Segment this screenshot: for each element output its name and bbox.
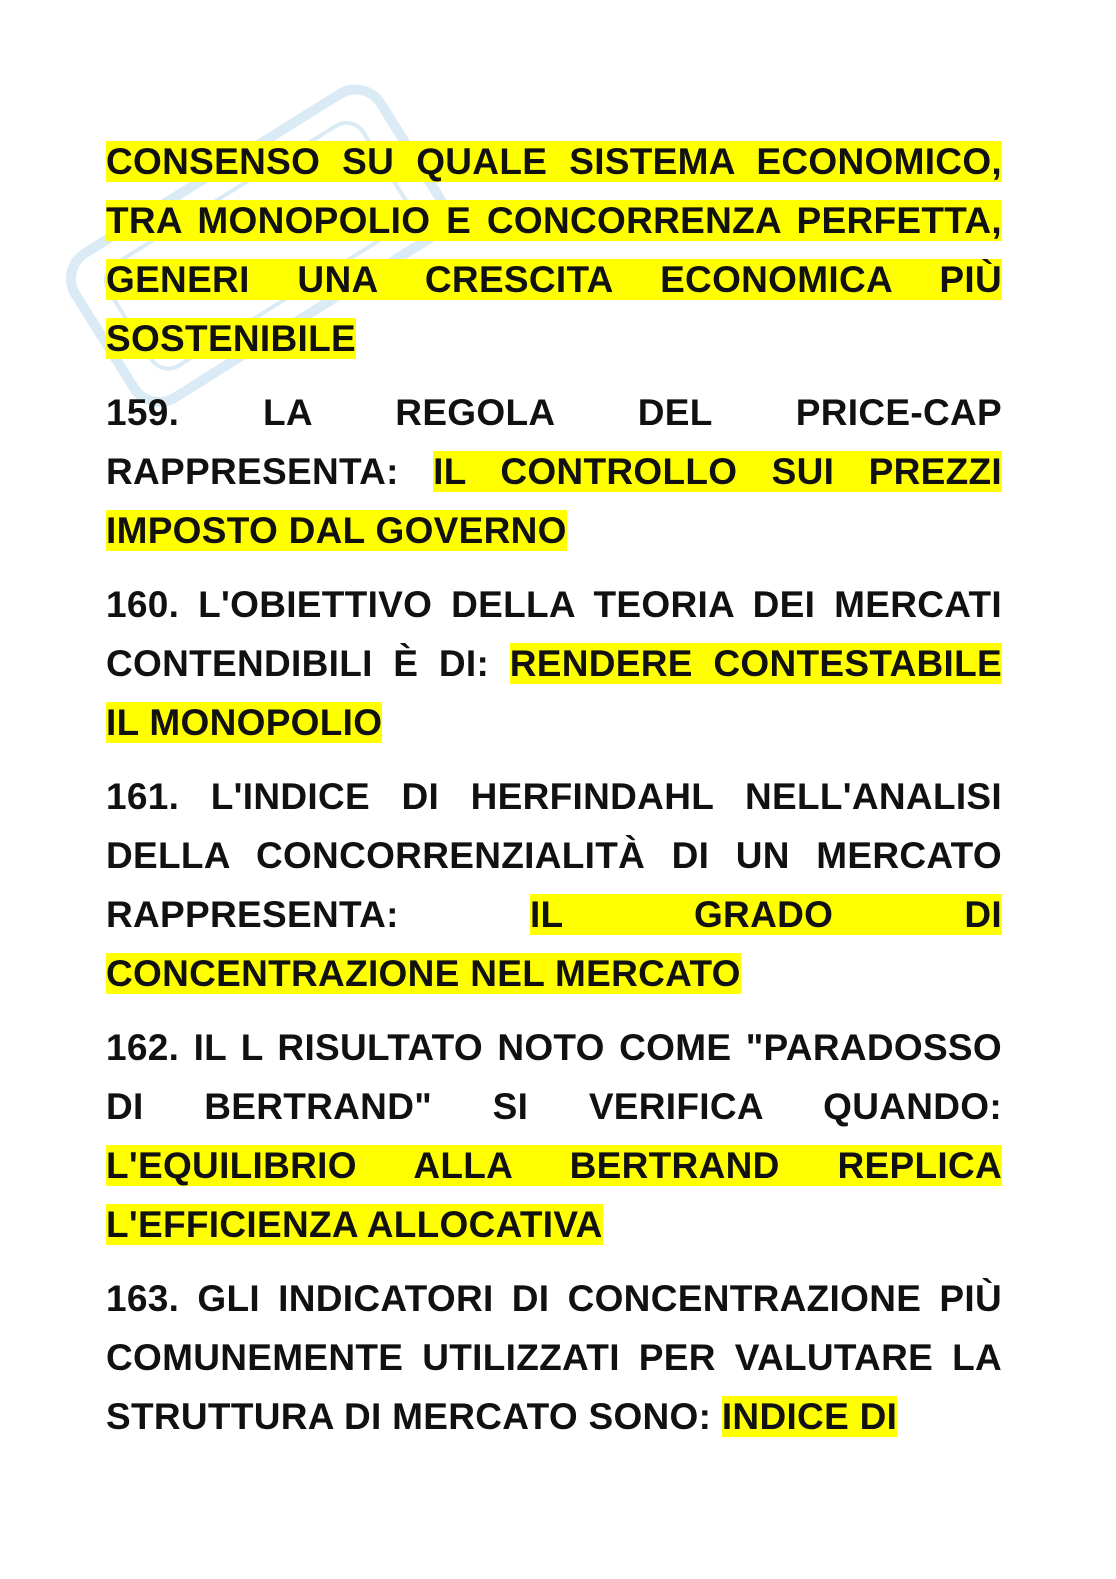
question-text: 159. LA REGOLA DEL PRICE-CAP RAPPRESENTA:	[106, 392, 1002, 492]
answer-highlight: RENDERE CONTESTABILE IL MONOPOLIO	[106, 643, 1002, 743]
answer-highlight: IL CONTROLLO SUI PREZZI IMPOSTO DAL GOVERNO	[106, 451, 1002, 551]
question-161	[106, 767, 1002, 1003]
question-163	[106, 1269, 1002, 1446]
answer-highlight: L'EQUILIBRIO ALLA BERTRAND REPLICA L'EFFICIENZA ALLOCATIVA	[106, 1145, 1002, 1245]
question-text: 163. GLI INDICATORI DI CONCENTRAZIONE PIÙ COMUNEMENTE UTILIZZATI PER VALUTARE LA STRUTTURA DI MERCATO SONO:	[106, 1278, 1002, 1437]
answer-highlight: INDICE DI	[721, 1396, 898, 1437]
question-text: 162. IL L RISULTATO NOTO COME "PARADOSSO DI BERTRAND" SI VERIFICA QUANDO:	[106, 1027, 1002, 1127]
paragraph-consenso	[106, 132, 1002, 368]
document-body	[106, 132, 1002, 1461]
question-text: 160. L'OBIETTIVO DELLA TEORIA DEI MERCATI CONTENDIBILI È DI:	[106, 584, 1002, 684]
answer-highlight: IL GRADO DI CONCENTRAZIONE NEL MERCATO	[106, 894, 1002, 994]
answer-highlight: CONSENSO SU QUALE SISTEMA ECONOMICO, TRA MONOPOLIO E CONCORRENZA PERFETTA, GENERI UNA CRESCITA ECONOMICA PIÙ SOSTENIBILE	[106, 141, 1002, 359]
question-160	[106, 575, 1002, 752]
question-162	[106, 1018, 1002, 1254]
question-159	[106, 383, 1002, 560]
question-text: 161. L'INDICE DI HERFINDAHL NELL'ANALISI DELLA CONCORRENZIALITÀ DI UN MERCATO RAPPRESENTA:	[106, 776, 1002, 935]
